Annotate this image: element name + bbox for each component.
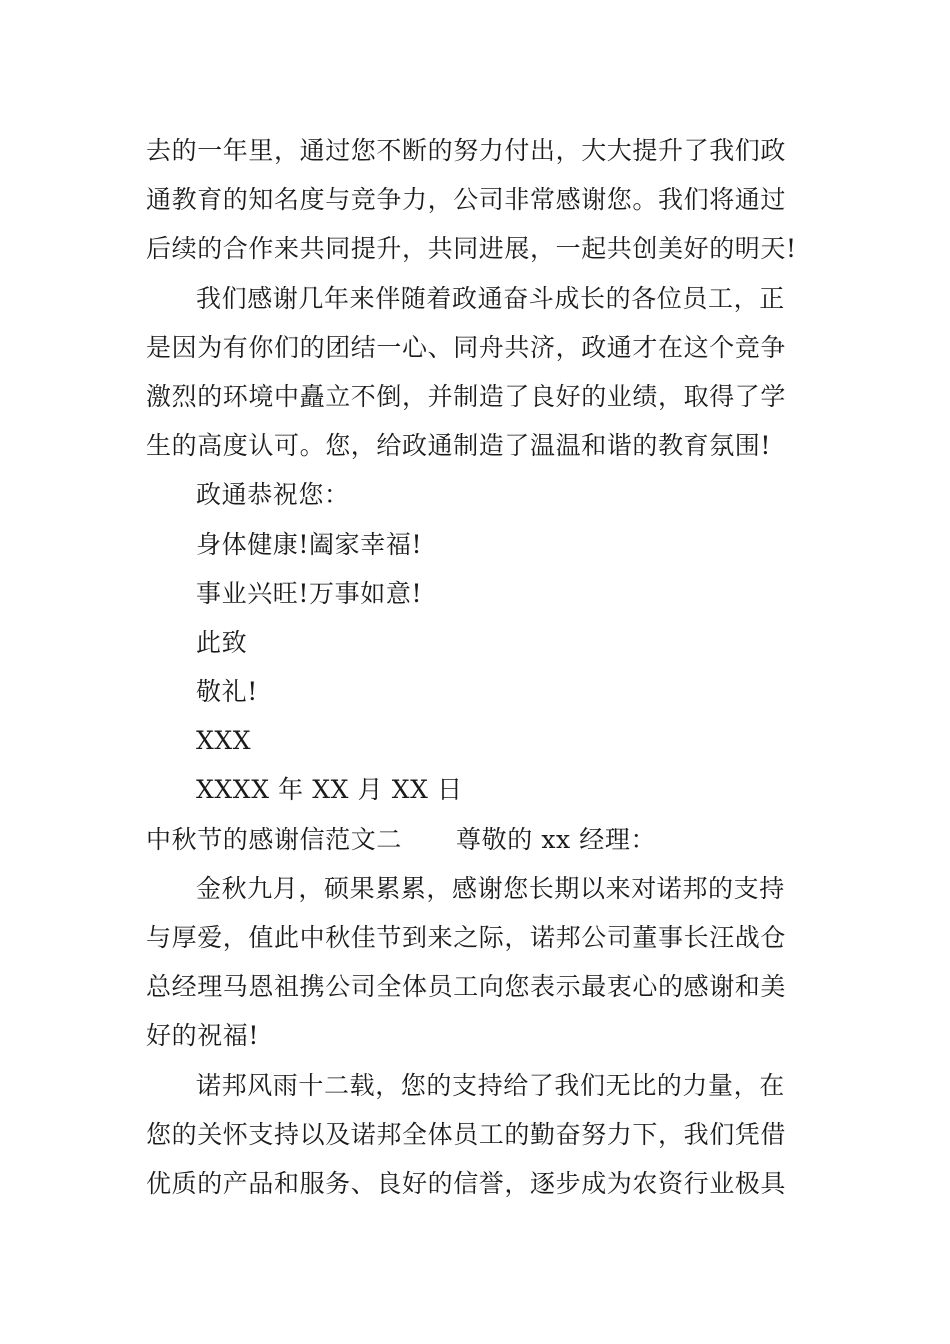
signature: XXX	[196, 726, 252, 756]
wishes-intro: 政通恭祝您：	[196, 480, 350, 510]
paragraph-line: 您的关怀支持以及诺邦全体员工的勤奋努力下，我们凭借	[146, 1119, 787, 1149]
paragraph-line: 去的一年里，通过您不断的努力付出，大大提升了我们政	[146, 136, 787, 165]
closing-line: 此致	[196, 627, 248, 657]
paragraph-line: 金秋九月，硕果累累，感谢您长期以来对诺邦的支持	[196, 873, 785, 903]
paragraph-line: 好的祝福!	[146, 1021, 260, 1051]
paragraph-line: 生的高度认可。您，给政通制造了温温和谐的教育氛围!	[146, 431, 772, 461]
wish-line: 身体健康!阖家幸福!	[196, 529, 423, 559]
paragraph-line: 总经理马恩祖携公司全体员工向您表示最衷心的感谢和美	[146, 972, 787, 1002]
paragraph-line: 激烈的环境中矗立不倒，并制造了良好的业绩，取得了学	[146, 381, 787, 411]
paragraph-line: 诺邦风雨十二载，您的支持给了我们无比的力量，在	[196, 1070, 785, 1100]
letter-date: XXXX 年 XX 月 XX 日	[196, 775, 463, 805]
paragraph-line: 是因为有你们的团结一心、同舟共济，政通才在这个竞争	[146, 332, 787, 362]
paragraph-line: 后续的合作来共同提升，共同进展，一起共创美好的明天!	[146, 234, 797, 264]
paragraph-line: 我们感谢几年来伴随着政通奋斗成长的各位员工，正	[196, 283, 785, 313]
salutation: 尊敬的 xx 经理：	[456, 824, 657, 854]
wish-line: 事业兴旺!万事如意!	[196, 578, 423, 608]
section-heading-line	[146, 815, 808, 864]
paragraph-line: 优质的产品和服务、良好的信誉，逐步成为农资行业极具	[146, 1168, 787, 1198]
paragraph-line: 与厚爱，值此中秋佳节到来之际，诺邦公司董事长汪战仓	[146, 923, 787, 952]
letter-page	[146, 126, 808, 1208]
paragraph-line: 通教育的知名度与竞争力，公司非常感谢您。我们将通过	[146, 185, 787, 215]
closing-line: 敬礼!	[196, 677, 258, 707]
section-title: 中秋节的感谢信范文二	[146, 824, 403, 854]
